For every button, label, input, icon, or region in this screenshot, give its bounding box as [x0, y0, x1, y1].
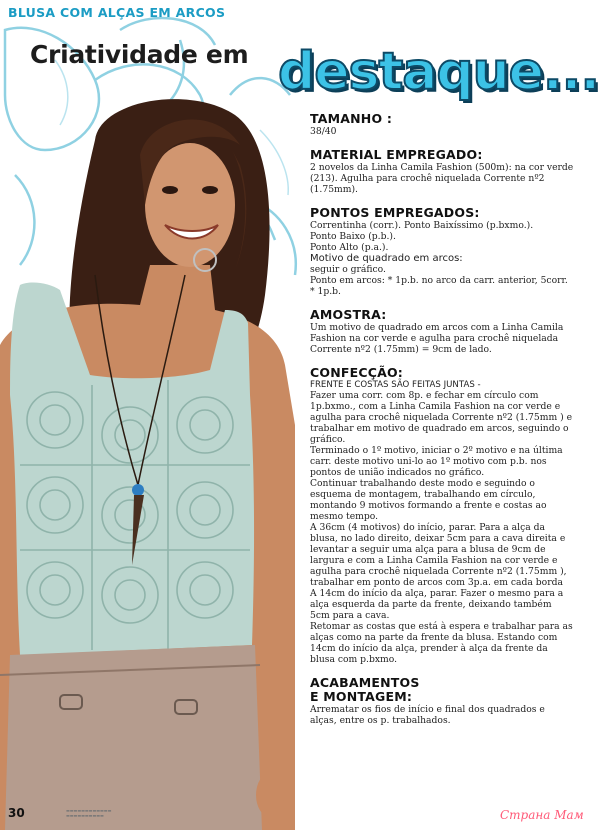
material-body: 2 novelos da Linha Camila Fashion (500m): na cor verde (213). Agulha para crochê niquelada Corrente nº2 (1.75mm).	[310, 162, 574, 195]
confeccao-paragraph: Continuar trabalhando deste modo e seguindo o esquema de montagem, trabalhando em círculo, montando 9 motivos formando a frente e costas ao mesmo tempo.	[310, 478, 547, 522]
motivo-label: Motivo de quadrado em arcos:	[310, 253, 463, 264]
confeccao-paragraph: A 36cm (4 motivos) do início, parar. Para a alça da blusa, no lado direito, deixar 5cm para a cava direita e levantar a seguir uma alça para a blusa de 9cm de largura e com a Linha Camila Fashion na cor verde e agulha para crochê niquelada Corrente nº2 (1.75mm ), trabalhar em ponto de arcos com 3p.a. em cada borda	[310, 522, 567, 588]
acabamentos-heading: ACABAMENTOS	[310, 675, 420, 690]
material-heading: MATERIAL EMPREGADO:	[310, 147, 483, 162]
headline-primary: Criatividade em	[30, 40, 249, 69]
pontos-heading: PONTOS EMPREGADOS:	[310, 205, 480, 220]
headline-highlight: destaque...	[278, 42, 600, 102]
page-number: 30	[8, 806, 25, 820]
confeccao-subheading: FRENTE E COSTAS SÃO FEITAS JUNTAS -	[310, 380, 481, 390]
watermark: Страна Мам	[500, 808, 584, 822]
acabamentos-heading-2: E MONTAGEM:	[310, 689, 413, 704]
instructions-column	[310, 112, 574, 726]
confeccao-paragraph: A 14cm do início da alça, parar. Fazer o mesmo para a alça esquerda da parte da frente, deixando também 5cm para a cava.	[310, 588, 564, 621]
pontos-line: Ponto Baixo (p.b.).	[310, 231, 396, 242]
amostra-heading: AMOSTRA:	[310, 307, 387, 322]
confeccao-paragraph: Retomar as costas que está à espera e trabalhar para as alças como na parte da frente da blusa. Estando com 14cm do início da alça, prender à alça da frente da blusa com p.bxmo.	[310, 621, 573, 665]
model-photo	[0, 95, 300, 830]
motivo-line: seguir o gráfico.	[310, 264, 386, 275]
pontos-line: Ponto Alto (p.a.).	[310, 242, 389, 253]
confeccao-paragraph: Terminado o 1º motivo, iniciar o 2º motivo e na última carr. deste motivo uni-lo ao 1º motivo com p.b. nos pontos de união indicados no gráfico.	[310, 445, 563, 478]
tamanho-body: 38/40	[310, 126, 337, 137]
tamanho-heading: TAMANHO :	[310, 111, 393, 126]
section-tag: BLUSA COM ALÇAS EM ARCOS	[8, 5, 226, 20]
footer-fine-print-icon: ▬▬▬▬▬▬▬▬▬▬▬▬ ▬▬▬▬▬▬▬▬▬▬	[66, 808, 112, 818]
pontos-line: Correntinha (corr.). Ponto Baixíssimo (p.bxmo.).	[310, 220, 534, 231]
acabamentos-body: Arrematar os fios de início e final dos quadrados e alças, entre os p. trabalhados.	[310, 704, 545, 726]
amostra-body: Um motivo de quadrado em arcos com a Linha Camila Fashion na cor verde e agulha para crochê niquelada Corrente nº2 (1.75mm) = 9cm de lado.	[310, 322, 564, 355]
confeccao-heading: CONFECÇÃO:	[310, 365, 403, 380]
confeccao-paragraph: Fazer uma corr. com 8p. e fechar em círculo com 1p.bxmo., com a Linha Camila Fashion na cor verde e agulha para crochê niquelada Corrente nº2 (1.75mm ) e trabalhar em motivo de quadrado em arcos, seguindo o gráfico.	[310, 390, 573, 445]
motivo-line: Ponto em arcos: * 1p.b. no arco da carr. anterior, 5corr. * 1p.b.	[310, 275, 568, 297]
